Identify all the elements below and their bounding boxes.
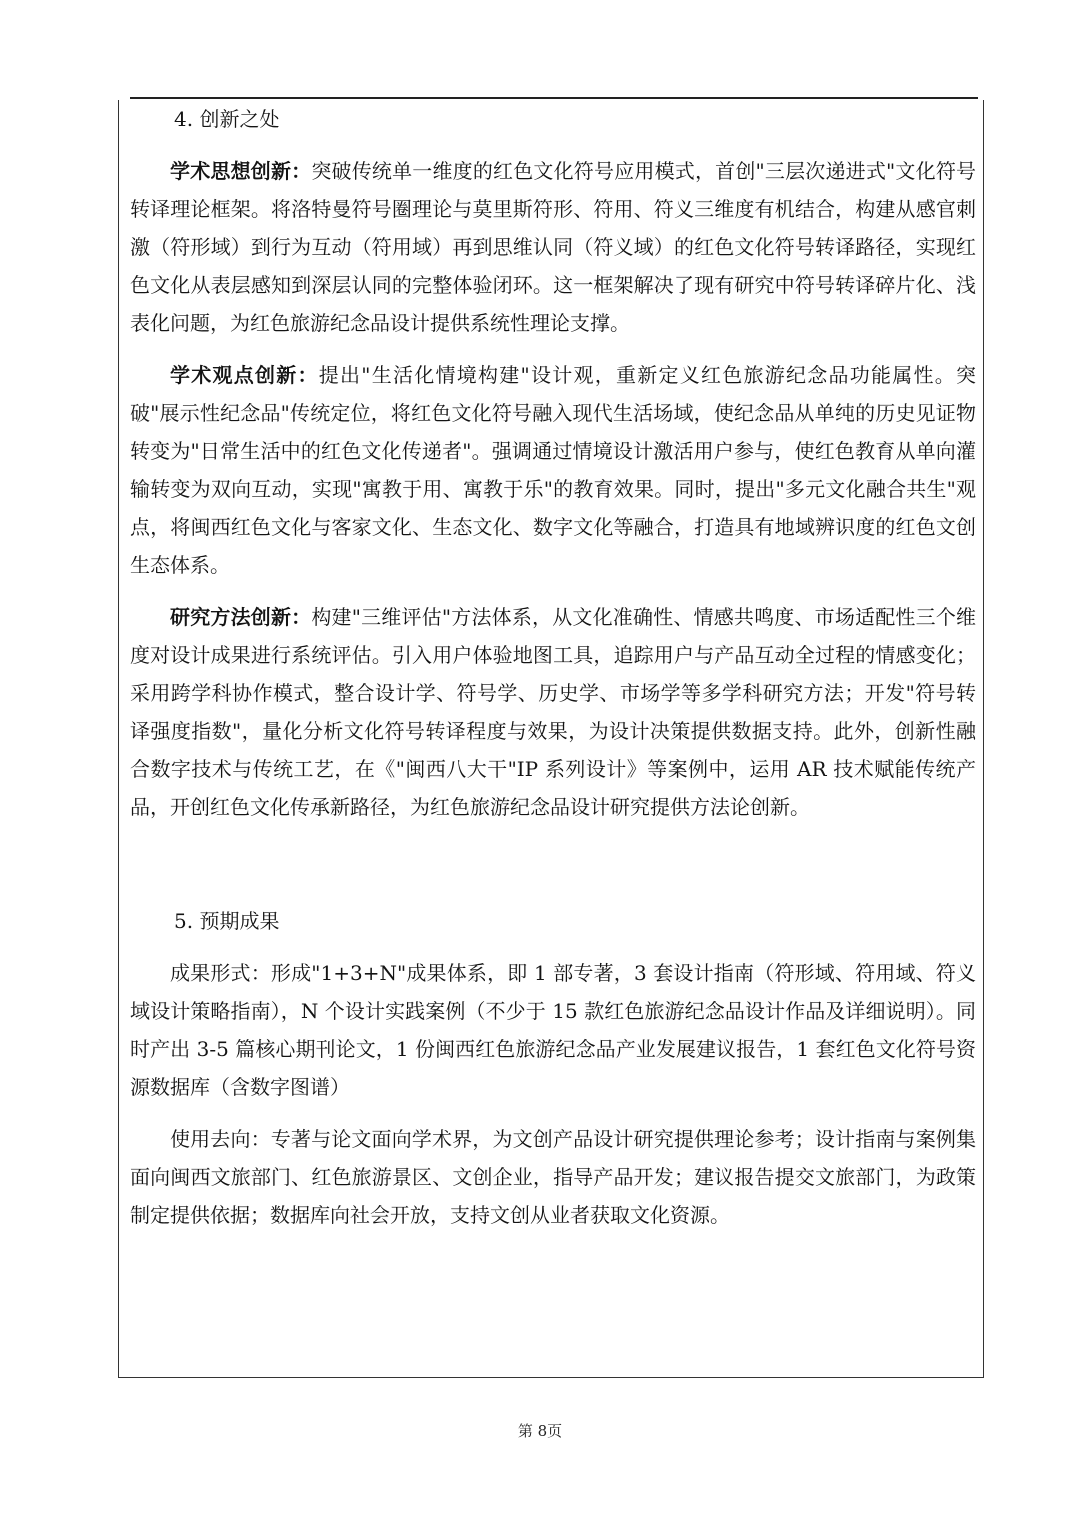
paragraph-research-method	[130, 598, 976, 826]
page-content	[130, 100, 976, 1234]
paragraph-label: 学术思想创新：	[170, 159, 312, 183]
paragraph-text: 提出"生活化情境构建"设计观，重新定义红色旅游纪念品功能属性。突破"展示性纪念品"传统定位，将红色文化符号融入现代生活场域，使纪念品从单纯的历史见证物转变为"日常生活中的红色文化传递者"。强调通过情境设计激活用户参与，使红色教育从单向灌输转变为双向互动，实现"寓教于用、寓教于乐"的教育效果。同时，提出"多元文化融合共生"观点，将闽西红色文化与客家文化、生态文化、数字文化等融合，打造具有地域辨识度的红色文创生态体系。	[130, 363, 977, 577]
top-rule	[130, 97, 978, 99]
page-number: 第 8页	[517, 1422, 563, 1440]
paragraph-text: 突破传统单一维度的红色文化符号应用模式，首创"三层次递进式"文化符号转译理论框架。将洛特曼符号圈理论与莫里斯符形、符用、符义三维度有机结合，构建从感官刺激（符形域）到行为互动（符用域）再到思维认同（符义域）的红色文化符号转译路径，实现红色文化从表层感知到深层认同的完整体验闭环。这一框架解决了现有研究中符号转译碎片化、浅表化问题，为红色旅游纪念品设计提供系统性理论支撑。	[130, 159, 977, 335]
paragraph-result-form: 成果形式：形成"1+3+N"成果体系，即 1 部专著，3 套设计指南（符形域、符用域、符义域设计策略指南），N 个设计实践案例（不少于 15 款红色旅游纪念品设计作品及详细说明）。同时产出 3-5 篇核心期刊论文，1 份闽西红色旅游纪念品产业发展建议报告，1 套红色文化符号资源数据库（含数字图谱）	[130, 961, 976, 1099]
section-heading-innovation: 4. 创新之处	[174, 107, 280, 131]
section-heading-expected-results: 5. 预期成果	[174, 909, 280, 933]
paragraph-label: 研究方法创新：	[170, 605, 312, 629]
paragraph-academic-viewpoint	[130, 356, 976, 584]
paragraph-label: 学术观点创新：	[170, 363, 319, 387]
paragraph-usage: 使用去向：专著与论文面向学术界，为文创产品设计研究提供理论参考；设计指南与案例集面向闽西文旅部门、红色旅游景区、文创企业，指导产品开发；建议报告提交文旅部门，为政策制定提供依据；数据库向社会开放，支持文创从业者获取文化资源。	[130, 1127, 976, 1227]
paragraph-text: 构建"三维评估"方法体系，从文化准确性、情感共鸣度、市场适配性三个维度对设计成果进行系统评估。引入用户体验地图工具，追踪用户与产品互动全过程的情感变化；采用跨学科协作模式，整合设计学、符号学、历史学、市场学等多学科研究方法；开发"符号转译强度指数"，量化分析文化符号转译程度与效果，为设计决策提供数据支持。此外，创新性融合数字技术与传统工艺，在《"闽西八大干"IP 系列设计》等案例中，运用 AR 技术赋能传统产品，开创红色文化传承新路径，为红色旅游纪念品设计研究提供方法论创新。	[130, 605, 977, 819]
paragraph-academic-thought	[130, 152, 976, 342]
